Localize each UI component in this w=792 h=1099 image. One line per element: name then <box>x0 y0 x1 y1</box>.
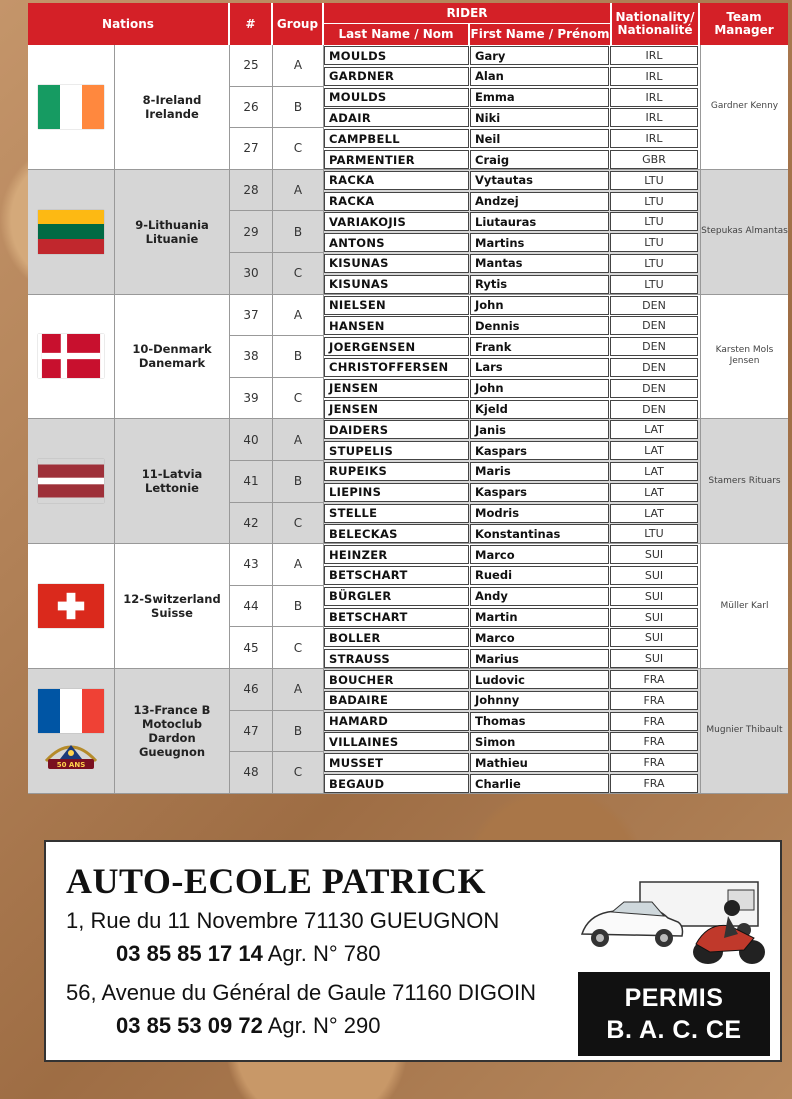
pair-number: 40 <box>230 419 273 460</box>
rider-nationality: DEN <box>610 379 698 398</box>
denmark-flag-icon <box>38 334 104 378</box>
nation-name <box>114 45 230 169</box>
rider-nationality: FRA <box>610 712 698 731</box>
rider-row <box>324 669 700 690</box>
rider-first-name: Marco <box>470 628 609 647</box>
rider-nationality: LTU <box>610 212 698 231</box>
rider-row <box>324 107 700 128</box>
rider-nationality: IRL <box>610 67 698 86</box>
ad-phone-2: 03 85 53 09 72 <box>116 1013 263 1038</box>
rider-last-name: STELLE <box>324 504 469 523</box>
rider-row <box>324 211 700 232</box>
rider-first-name: Thomas <box>470 712 609 731</box>
header-last-name: Last Name / Nom <box>324 24 470 45</box>
rider-last-name: CHRISTOFFERSEN <box>324 358 469 377</box>
rider-nationality: LAT <box>610 504 698 523</box>
team-pair <box>230 378 324 420</box>
rider-row <box>324 336 700 357</box>
rider-first-name: Martin <box>470 608 609 627</box>
pair-group: C <box>273 627 324 668</box>
rider-first-name: Andy <box>470 587 609 606</box>
rider-first-name: John <box>470 296 609 315</box>
rider-row <box>324 170 700 191</box>
rider-first-name: Niki <box>470 108 609 127</box>
rider-first-name: Andzej <box>470 192 609 211</box>
team-pair <box>230 170 324 212</box>
team-pair <box>230 336 324 378</box>
pair-group: B <box>273 211 324 252</box>
team-pair <box>230 87 324 129</box>
rider-nationality: SUI <box>610 545 698 564</box>
header-team-manager: Team Manager <box>700 3 788 45</box>
rider-first-name: Maris <box>470 462 609 481</box>
lithuania-flag-icon <box>38 210 104 254</box>
rider-nationality: DEN <box>610 358 698 377</box>
team-pair <box>230 211 324 253</box>
rider-nationality: SUI <box>610 649 698 668</box>
nation-block <box>28 170 788 295</box>
header-group: Group <box>273 3 324 45</box>
nation-name-line1: 9-Lithuania <box>135 217 209 232</box>
nation-block <box>28 669 788 794</box>
team-manager: Müller Karl <box>700 544 788 668</box>
rider-nationality: SUI <box>610 587 698 606</box>
advertisement <box>44 840 782 1062</box>
rider-row <box>324 544 700 565</box>
rider-last-name: GARDNER <box>324 67 469 86</box>
nation-block <box>28 45 788 170</box>
ad-title: AUTO-ECOLE PATRICK <box>66 861 487 901</box>
rider-last-name: NIELSEN <box>324 296 469 315</box>
flag-cell <box>28 419 114 543</box>
nation-name-line2: Irelande <box>145 106 199 121</box>
rider-row <box>324 66 700 87</box>
rider-row <box>324 253 700 274</box>
pair-group: B <box>273 87 324 128</box>
rider-nationality: FRA <box>610 670 698 689</box>
rider-last-name: ANTONS <box>324 233 469 252</box>
nation-name-line2: Suisse <box>151 606 193 621</box>
rider-nationality: DEN <box>610 296 698 315</box>
header-first-name: First Name / Prénom <box>470 24 612 45</box>
team-pair <box>230 419 324 461</box>
permis-line-1: PERMIS <box>624 984 724 1012</box>
pair-number: 29 <box>230 211 273 252</box>
nation-name-line1: 11-Latvia <box>141 467 203 482</box>
pair-number: 27 <box>230 128 273 169</box>
rider-row <box>324 523 700 544</box>
rider-last-name: VARIAKOJIS <box>324 212 469 231</box>
team-manager: Gardner Kenny <box>700 45 788 169</box>
ad-phone-line-2 <box>116 1013 380 1039</box>
rider-nationality: FRA <box>610 753 698 772</box>
nation-name-line4: Gueugnon <box>138 744 206 759</box>
pair-number: 25 <box>230 45 273 86</box>
pair-number: 42 <box>230 503 273 544</box>
rider-last-name: DAIDERS <box>324 420 469 439</box>
rider-row <box>324 128 700 149</box>
team-pair <box>230 711 324 753</box>
table-header <box>28 3 788 45</box>
rider-first-name: Neil <box>470 129 609 148</box>
rider-row <box>324 315 700 336</box>
rider-nationality: LAT <box>610 441 698 460</box>
rider-last-name: CAMPBELL <box>324 129 469 148</box>
rider-last-name: BADAIRE <box>324 691 469 710</box>
rider-first-name: Mantas <box>470 254 609 273</box>
switzerland-flag-icon <box>38 584 104 628</box>
rider-first-name: Simon <box>470 732 609 751</box>
rider-last-name: MOULDS <box>324 46 469 65</box>
pair-group: C <box>273 752 324 793</box>
nation-name-line1: 10-Denmark <box>132 342 212 357</box>
rider-first-name: Emma <box>470 88 609 107</box>
team-pair <box>230 669 324 711</box>
nation-name-line1: 12-Switzerland <box>123 592 221 607</box>
pair-group: C <box>273 253 324 294</box>
pair-number: 46 <box>230 669 273 710</box>
rider-row <box>324 731 700 752</box>
rider-first-name: Kjeld <box>470 400 609 419</box>
team-manager: Stepukas Almantas <box>700 170 788 294</box>
rider-last-name: RACKA <box>324 171 469 190</box>
team-manager: Stamers Rituars <box>700 419 788 543</box>
rider-last-name: RACKA <box>324 192 469 211</box>
france-flag-icon <box>38 689 104 733</box>
rider-nationality: IRL <box>610 46 698 65</box>
rider-last-name: VILLAINES <box>324 732 469 751</box>
rider-row <box>324 711 700 732</box>
pair-number: 43 <box>230 544 273 585</box>
rider-row <box>324 191 700 212</box>
flag-cell <box>28 669 114 793</box>
rider-row <box>324 378 700 399</box>
rider-last-name: KISUNAS <box>324 254 469 273</box>
nation-name-line2: Lituanie <box>145 231 199 246</box>
rider-row <box>324 232 700 253</box>
rider-first-name: Charlie <box>470 774 609 793</box>
rider-first-name: Marius <box>470 649 609 668</box>
rider-nationality: SUI <box>610 608 698 627</box>
nation-name-line2: Motoclub <box>142 716 202 731</box>
rider-first-name: Marco <box>470 545 609 564</box>
rider-nationality: FRA <box>610 691 698 710</box>
rider-first-name: Johnny <box>470 691 609 710</box>
rider-nationality: LAT <box>610 462 698 481</box>
pair-number: 38 <box>230 336 273 377</box>
ad-agr-1: Agr. N° 780 <box>262 941 381 966</box>
latvia-flag-icon <box>38 459 104 503</box>
rider-nationality: SUI <box>610 566 698 585</box>
ad-phone-line-1 <box>116 941 380 967</box>
flag-cell <box>28 544 114 668</box>
team-pair <box>230 544 324 586</box>
rider-last-name: JOERGENSEN <box>324 337 469 356</box>
rider-first-name: Janis <box>470 420 609 439</box>
rider-first-name: Konstantinas <box>470 524 609 543</box>
pair-group: A <box>273 170 324 211</box>
pair-number: 30 <box>230 253 273 294</box>
nation-name-line1: 13-France B <box>133 702 211 717</box>
nation-block <box>28 419 788 544</box>
team-pair <box>230 45 324 87</box>
rider-nationality: DEN <box>610 400 698 419</box>
rider-last-name: JENSEN <box>324 400 469 419</box>
rider-first-name: Kaspars <box>470 483 609 502</box>
rider-first-name: Craig <box>470 150 609 169</box>
rider-last-name: LIEPINS <box>324 483 469 502</box>
rider-last-name: BEGAUD <box>324 774 469 793</box>
rider-row <box>324 586 700 607</box>
rider-last-name: KISUNAS <box>324 275 469 294</box>
flag-cell <box>28 45 114 169</box>
nation-name <box>114 544 230 668</box>
rider-last-name: ADAIR <box>324 108 469 127</box>
pair-number: 44 <box>230 586 273 627</box>
ad-phone-1: 03 85 85 17 14 <box>116 941 263 966</box>
rider-last-name: BELECKAS <box>324 524 469 543</box>
rider-row <box>324 627 700 648</box>
rider-nationality: FRA <box>610 732 698 751</box>
pair-number: 41 <box>230 461 273 502</box>
pair-group: A <box>273 669 324 710</box>
rider-last-name: HEINZER <box>324 545 469 564</box>
team-pair <box>230 295 324 337</box>
pair-number: 37 <box>230 295 273 336</box>
team-manager: Mugnier Thibault <box>700 669 788 793</box>
rider-first-name: Ruedi <box>470 566 609 585</box>
flag-cell <box>28 170 114 294</box>
rider-nationality: LTU <box>610 275 698 294</box>
rider-last-name: HANSEN <box>324 316 469 335</box>
rider-first-name: Alan <box>470 67 609 86</box>
team-pair <box>230 128 324 170</box>
rider-row <box>324 440 700 461</box>
pair-group: C <box>273 503 324 544</box>
team-pair <box>230 752 324 794</box>
rider-nationality: LTU <box>610 524 698 543</box>
rider-last-name: RUPEIKS <box>324 462 469 481</box>
rider-last-name: STRAUSS <box>324 649 469 668</box>
permis-box <box>578 972 770 1056</box>
rider-nationality: LTU <box>610 254 698 273</box>
riders-table <box>28 3 788 793</box>
rider-last-name: JENSEN <box>324 379 469 398</box>
rider-first-name: Kaspars <box>470 441 609 460</box>
rider-nationality: FRA <box>610 774 698 793</box>
rider-nationality: LTU <box>610 192 698 211</box>
nation-name-line3: Dardon <box>148 730 196 745</box>
pair-group: A <box>273 544 324 585</box>
rider-last-name: BETSCHART <box>324 608 469 627</box>
rider-nationality: IRL <box>610 108 698 127</box>
header-nationality: Nationality/ Nationalité <box>612 3 700 45</box>
rider-nationality: LTU <box>610 171 698 190</box>
rider-nationality: LAT <box>610 483 698 502</box>
rider-last-name: BOLLER <box>324 628 469 647</box>
nation-name-line2: Danemark <box>138 356 206 371</box>
rider-last-name: MUSSET <box>324 753 469 772</box>
pair-group: B <box>273 711 324 752</box>
rider-row <box>324 482 700 503</box>
ad-agr-2: Agr. N° 290 <box>262 1013 381 1038</box>
rider-nationality: GBR <box>610 150 698 169</box>
rider-last-name: PARMENTIER <box>324 150 469 169</box>
nation-name <box>114 295 230 419</box>
pair-group: B <box>273 336 324 377</box>
pair-group: B <box>273 586 324 627</box>
rider-first-name: Rytis <box>470 275 609 294</box>
nation-name-line2: Lettonie <box>145 481 199 496</box>
rider-nationality: DEN <box>610 316 698 335</box>
svg-text:50 ANS: 50 ANS <box>56 760 86 769</box>
rider-nationality: SUI <box>610 628 698 647</box>
ireland-flag-icon <box>38 85 104 129</box>
pair-group: A <box>273 45 324 86</box>
pair-number: 26 <box>230 87 273 128</box>
table-body <box>28 45 788 794</box>
header-rider: RIDER <box>324 3 612 24</box>
rider-row <box>324 607 700 628</box>
rider-last-name: BOUCHER <box>324 670 469 689</box>
rider-row <box>324 565 700 586</box>
rider-row <box>324 357 700 378</box>
rider-nationality: IRL <box>610 129 698 148</box>
header-number: # <box>230 3 273 45</box>
rider-first-name: John <box>470 379 609 398</box>
nation-name <box>114 669 230 793</box>
rider-nationality: IRL <box>610 88 698 107</box>
team-pair <box>230 503 324 545</box>
rider-first-name: Dennis <box>470 316 609 335</box>
rider-nationality: LTU <box>610 233 698 252</box>
rider-row <box>324 295 700 316</box>
rider-row <box>324 274 700 295</box>
rider-last-name: HAMARD <box>324 712 469 731</box>
pair-group: C <box>273 378 324 419</box>
header-nations: Nations <box>28 3 230 45</box>
rider-row <box>324 773 700 794</box>
nation-name <box>114 419 230 543</box>
flag-cell <box>28 295 114 419</box>
nation-block <box>28 295 788 420</box>
rider-row <box>324 503 700 524</box>
pair-number: 39 <box>230 378 273 419</box>
nation-name-line1: 8-Ireland <box>142 92 202 107</box>
rider-last-name: MOULDS <box>324 88 469 107</box>
rider-row <box>324 690 700 711</box>
vehicles-illustration <box>578 878 768 968</box>
ad-address-1: 1, Rue du 11 Novembre 71130 GUEUGNON <box>66 908 500 933</box>
rider-row <box>324 149 700 170</box>
rider-first-name: Martins <box>470 233 609 252</box>
pair-number: 45 <box>230 627 273 668</box>
motoclub-logo-icon <box>42 739 100 773</box>
team-pair <box>230 253 324 295</box>
rider-last-name: BETSCHART <box>324 566 469 585</box>
nation-name <box>114 170 230 294</box>
rider-first-name: Mathieu <box>470 753 609 772</box>
team-pair <box>230 586 324 628</box>
rider-nationality: LAT <box>610 420 698 439</box>
pair-number: 28 <box>230 170 273 211</box>
rider-first-name: Vytautas <box>470 171 609 190</box>
rider-nationality: DEN <box>610 337 698 356</box>
rider-row <box>324 461 700 482</box>
rider-row <box>324 399 700 420</box>
rider-first-name: Gary <box>470 46 609 65</box>
rider-row <box>324 648 700 669</box>
rider-first-name: Ludovic <box>470 670 609 689</box>
team-pair <box>230 461 324 503</box>
pair-number: 48 <box>230 752 273 793</box>
team-pair <box>230 627 324 669</box>
rider-last-name: STUPELIS <box>324 441 469 460</box>
team-manager: Karsten Mols Jensen <box>700 295 788 419</box>
rider-first-name: Lars <box>470 358 609 377</box>
pair-number: 47 <box>230 711 273 752</box>
pair-group: B <box>273 461 324 502</box>
rider-last-name: BÜRGLER <box>324 587 469 606</box>
ad-address-2: 56, Avenue du Général de Gaule 71160 DIGOIN <box>66 980 537 1005</box>
rider-row <box>324 45 700 66</box>
nation-block <box>28 544 788 669</box>
permis-line-2: B. A. C. CE <box>606 1016 742 1044</box>
rider-first-name: Frank <box>470 337 609 356</box>
rider-first-name: Modris <box>470 504 609 523</box>
rider-row <box>324 419 700 440</box>
pair-group: A <box>273 419 324 460</box>
rider-row <box>324 752 700 773</box>
pair-group: A <box>273 295 324 336</box>
pair-group: C <box>273 128 324 169</box>
rider-row <box>324 87 700 108</box>
rider-first-name: Liutauras <box>470 212 609 231</box>
